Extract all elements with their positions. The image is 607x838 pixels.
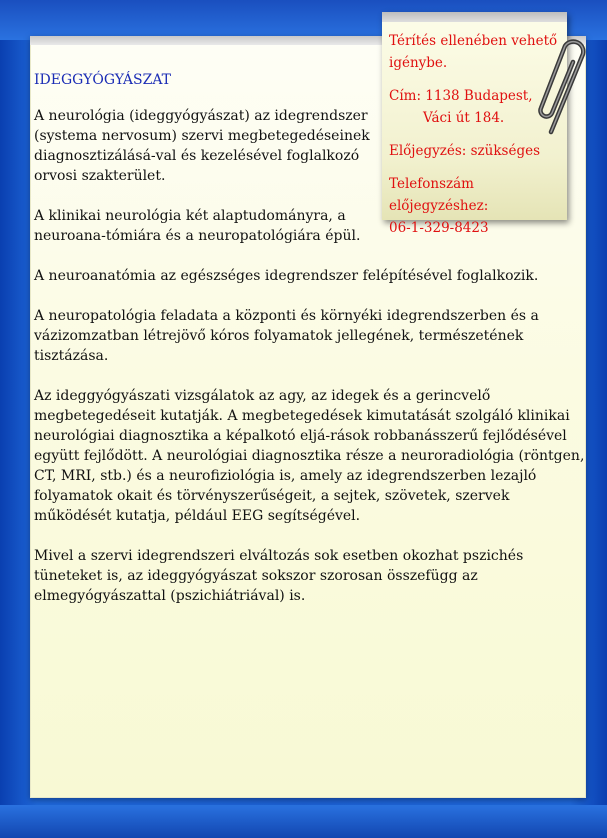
article-paragraph-2: A klinikai neurológia két alaptudományra, a neuroana-tómiára és a neuropatológiára épül. — [34, 208, 361, 244]
page-title: IDEGGYÓGYÁSZAT — [34, 72, 172, 88]
address-line-1: Cím: 1138 Budapest, — [389, 88, 533, 104]
paid-service-text: Térítés ellenében vehető igénybe. — [389, 33, 558, 71]
article-paragraph-5: Az ideggyógyászati vizsgálatok az agy, az idegek és a gerincvelő megbetegedéseit kutatják. A megbetegedések kimutatását szolgáló klinikai neurológiai diagnosztika a képalkotó eljá-rások robbanásszerű fejlődésével együtt fejlődött. A neurológiai diagnosztika része a neuroradiológia (röntgen, CT, MRI, stb.) és a neurofiziológia is, amely az idegrendszerben lezajló folyamatok okait és törvényszerűségeit, a sejtek, szövetek, szervek működését kutatja, például EEG segítségével. — [34, 388, 585, 524]
article-paragraph-6: Mivel a szervi idegrendszeri elváltozás sok esetben okozhat pszichés tüneteket is, az ideggyógyászat sokszor szorosan összefügg az elmegyógyászattal (pszichiátriával) is. — [34, 548, 524, 604]
address-line-2: Váci út 184. — [423, 110, 505, 126]
article-paragraph-4: A neuropatológia feladata a központi és környéki idegrendszerben és a vázizomzatban létrejövő kóros folyamatok jellegének, természetének tisztázása. — [34, 308, 539, 364]
booking-text: Előjegyzés: szükséges — [389, 143, 541, 159]
article-paragraph-1: A neurológia (ideggyógyászat) az idegrendszer (systema nervosum) szervi megbetegedéseinek diagnosztizálásá-val és kezelésével foglalkozó orvosi szakterület. — [34, 108, 370, 184]
info-note-top-edge — [382, 12, 567, 22]
paperclip-icon — [535, 28, 595, 143]
bottom-frame — [0, 805, 607, 838]
phone-label: Telefonszám előjegyzéshez: — [389, 176, 489, 214]
article-paragraph-3: A neuroanatómia az egészséges idegrendszer felépítésével foglalkozik. — [34, 268, 539, 284]
phone-number: 06-1-329-8423 — [389, 220, 489, 236]
